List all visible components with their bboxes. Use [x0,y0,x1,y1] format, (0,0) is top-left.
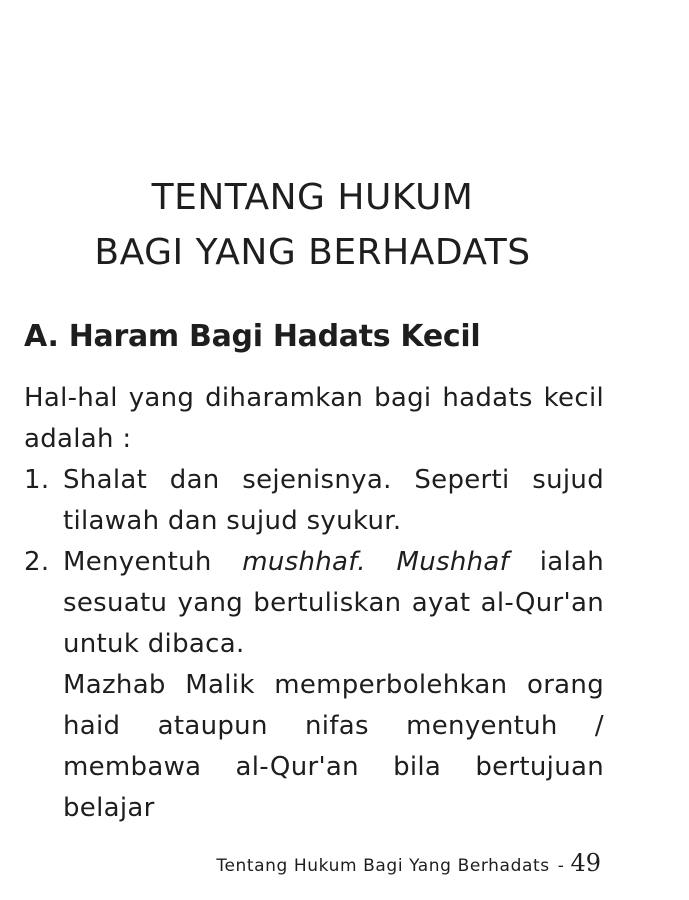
list-item-2-text-start: Menyentuh [63,547,243,577]
list-item-1-text: Shalat dan sejenisnya. Seperti sujud tilawah dan sujud syukur. [63,465,604,536]
list-number-2: 2. [24,547,50,577]
footer-separator: - [557,856,565,876]
intro-paragraph: Hal-hal yang diharamkan bagi hadats kecil adalah : [24,383,604,454]
list-item-1 [24,460,604,542]
chapter-title [0,170,625,280]
mazhab-note-paragraph: Mazhab Malik memperbolehkan orang haid ataupun nifas menyentuh / membawa al-Qur'an bila bertujuan belajar [63,670,604,823]
chapter-title-line-1: TENTANG HUKUM [151,177,474,218]
body-text [24,378,604,829]
chapter-title-line-2: BAGI YANG BERHADATS [94,232,531,273]
list-item-2-text-end: ialah sesuatu yang bertuliskan ayat al-Qur'an untuk dibaca. [63,547,604,659]
section-heading: A. Haram Bagi Hadats Kecil [24,319,481,354]
list-number-1: 1. [24,465,50,495]
list-item-2 [24,542,604,665]
running-title: Tentang Hukum Bagi Yang Berhadats [216,856,550,876]
page-number: 49 [570,849,601,877]
list-item-2-italic-term: mushhaf. Mushhaf [242,547,510,577]
page-footer [216,848,601,881]
